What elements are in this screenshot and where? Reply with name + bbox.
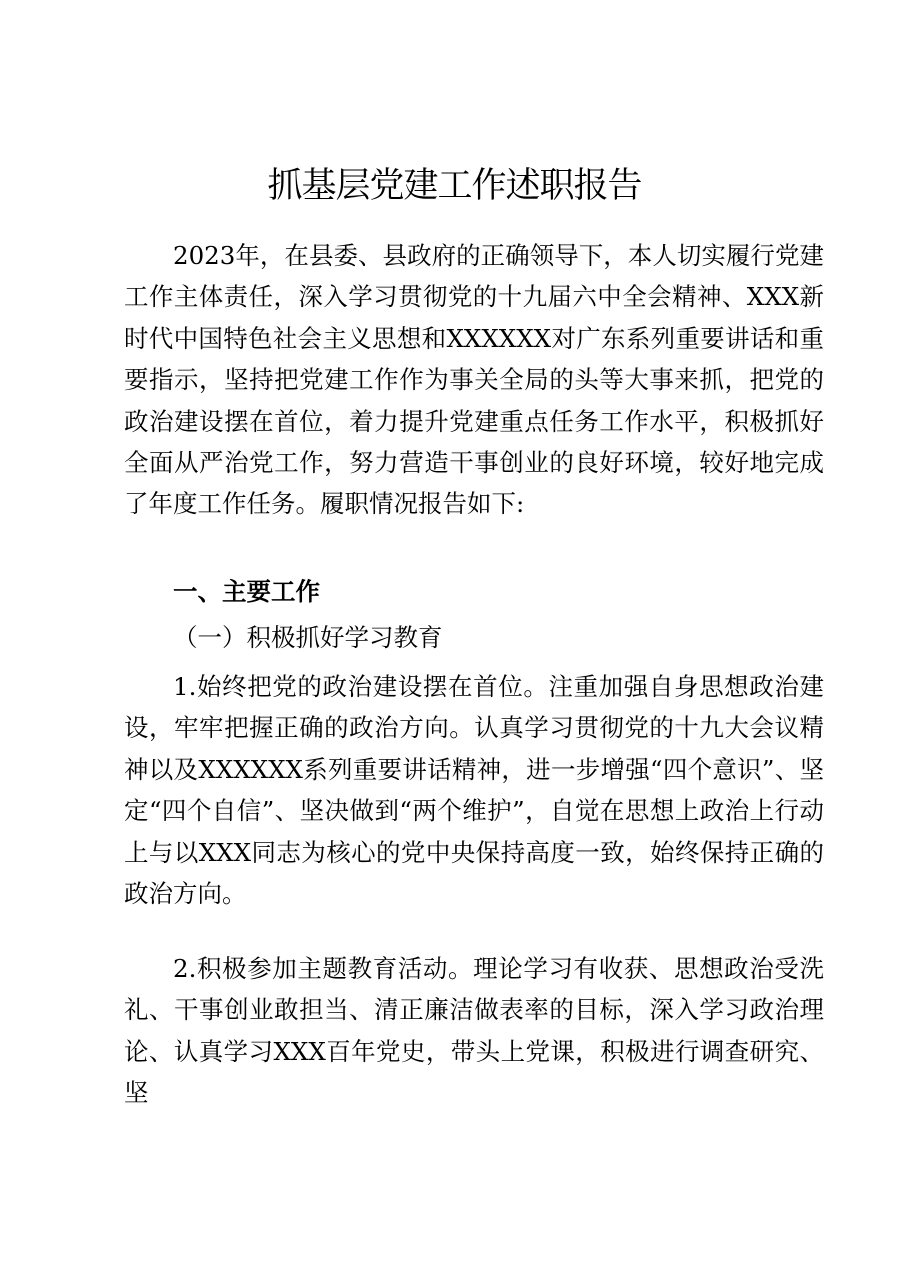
subsection-heading: （一）积极抓好学习教育 (173, 623, 443, 652)
item-2-paragraph: 2.积极参加主题教育活动。理论学习有收获、思想政治受洗礼、干事创业敢担当、清正廉洁做表率的目标，深入学习政治理论、认真学习XXX百年党史，带头上党课，积极进行调查研究、坚 (124, 954, 824, 1108)
intro-paragraph: 2023年，在县委、县政府的正确领导下，本人切实履行党建工作主体责任，深入学习贯彻党的十九届六中全会精神、XXX新时代中国特色社会主义思想和XXXXXX对广东系列重要讲话和重要指示，坚持把党建工作作为事关全局的头等大事来抓，把党的政治建设摆在首位，着力提升党建重点任务工作水平，积极抓好全面从严治党工作，努力营造干事创业的良好环境，较好地完成了年度工作任务。履职情况报告如下: (124, 241, 824, 519)
intro-paragraph-block (124, 235, 824, 525)
document-title: 抓基层党建工作述职报告 (267, 166, 642, 206)
item-1-paragraph: 1.始终把党的政治建设摆在首位。注重加强自身思想政治建设，牢牢把握正确的政治方向。认真学习贯彻党的十九大会议精神以及XXXXXX系列重要讲话精神，进一步增强“四个意识”、坚定“四个自信”、坚决做到“两个维护”，自觉在思想上政治上行动上与以XXX同志为核心的党中央保持高度一致，始终保持正确的政治方向。 (124, 672, 824, 909)
item-1-paragraph-block (124, 666, 824, 914)
item-2-paragraph-block (124, 948, 824, 1114)
section-heading: 一、主要工作 (173, 577, 320, 606)
